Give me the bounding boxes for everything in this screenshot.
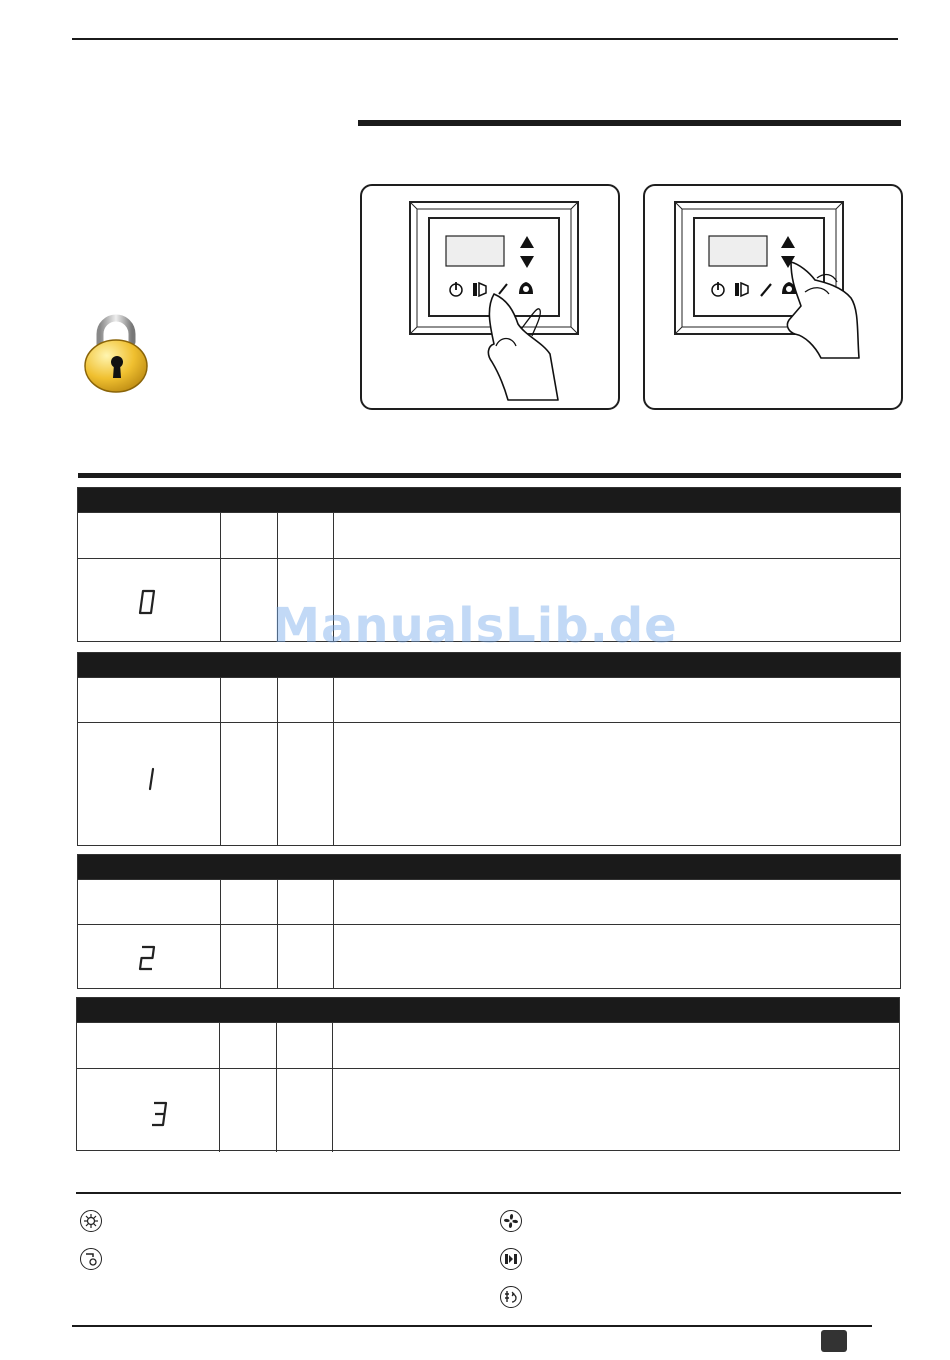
heating-icon (80, 1210, 102, 1232)
pump-icon (500, 1248, 522, 1270)
control-panel-illustration-left (360, 184, 620, 410)
table-section-rule (78, 473, 901, 478)
seven-segment-digit-1 (146, 767, 156, 791)
mode-digit-cell (78, 559, 220, 641)
watermark: ManualsLib.de (272, 598, 678, 654)
mode-digit-cell (77, 1069, 219, 1152)
mode-table-1 (77, 652, 901, 846)
seven-segment-digit-0 (138, 589, 158, 615)
hot-water-icon (80, 1248, 102, 1270)
seven-segment-digit-2 (138, 945, 158, 971)
defrost-icon (500, 1286, 522, 1308)
mode-table-3 (76, 997, 900, 1151)
mode-table-2 (77, 854, 901, 989)
mode-digit-cell (78, 925, 220, 989)
table-header-bar (77, 998, 899, 1022)
control-panel-illustration-right (643, 184, 903, 410)
footer-rule (72, 1325, 872, 1327)
padlock-icon (80, 312, 152, 394)
table-header-bar (78, 855, 900, 879)
page-number-badge (821, 1330, 847, 1352)
seven-segment-digit-3 (150, 1101, 170, 1127)
legend-rule (76, 1192, 901, 1194)
table-cell (78, 513, 220, 558)
table-header-bar (78, 488, 900, 512)
mode-table-0 (77, 487, 901, 642)
section-rule (358, 120, 901, 126)
mode-digit-cell (78, 723, 220, 845)
top-rule (72, 38, 898, 40)
fan-icon (500, 1210, 522, 1232)
table-header-bar (78, 653, 900, 677)
